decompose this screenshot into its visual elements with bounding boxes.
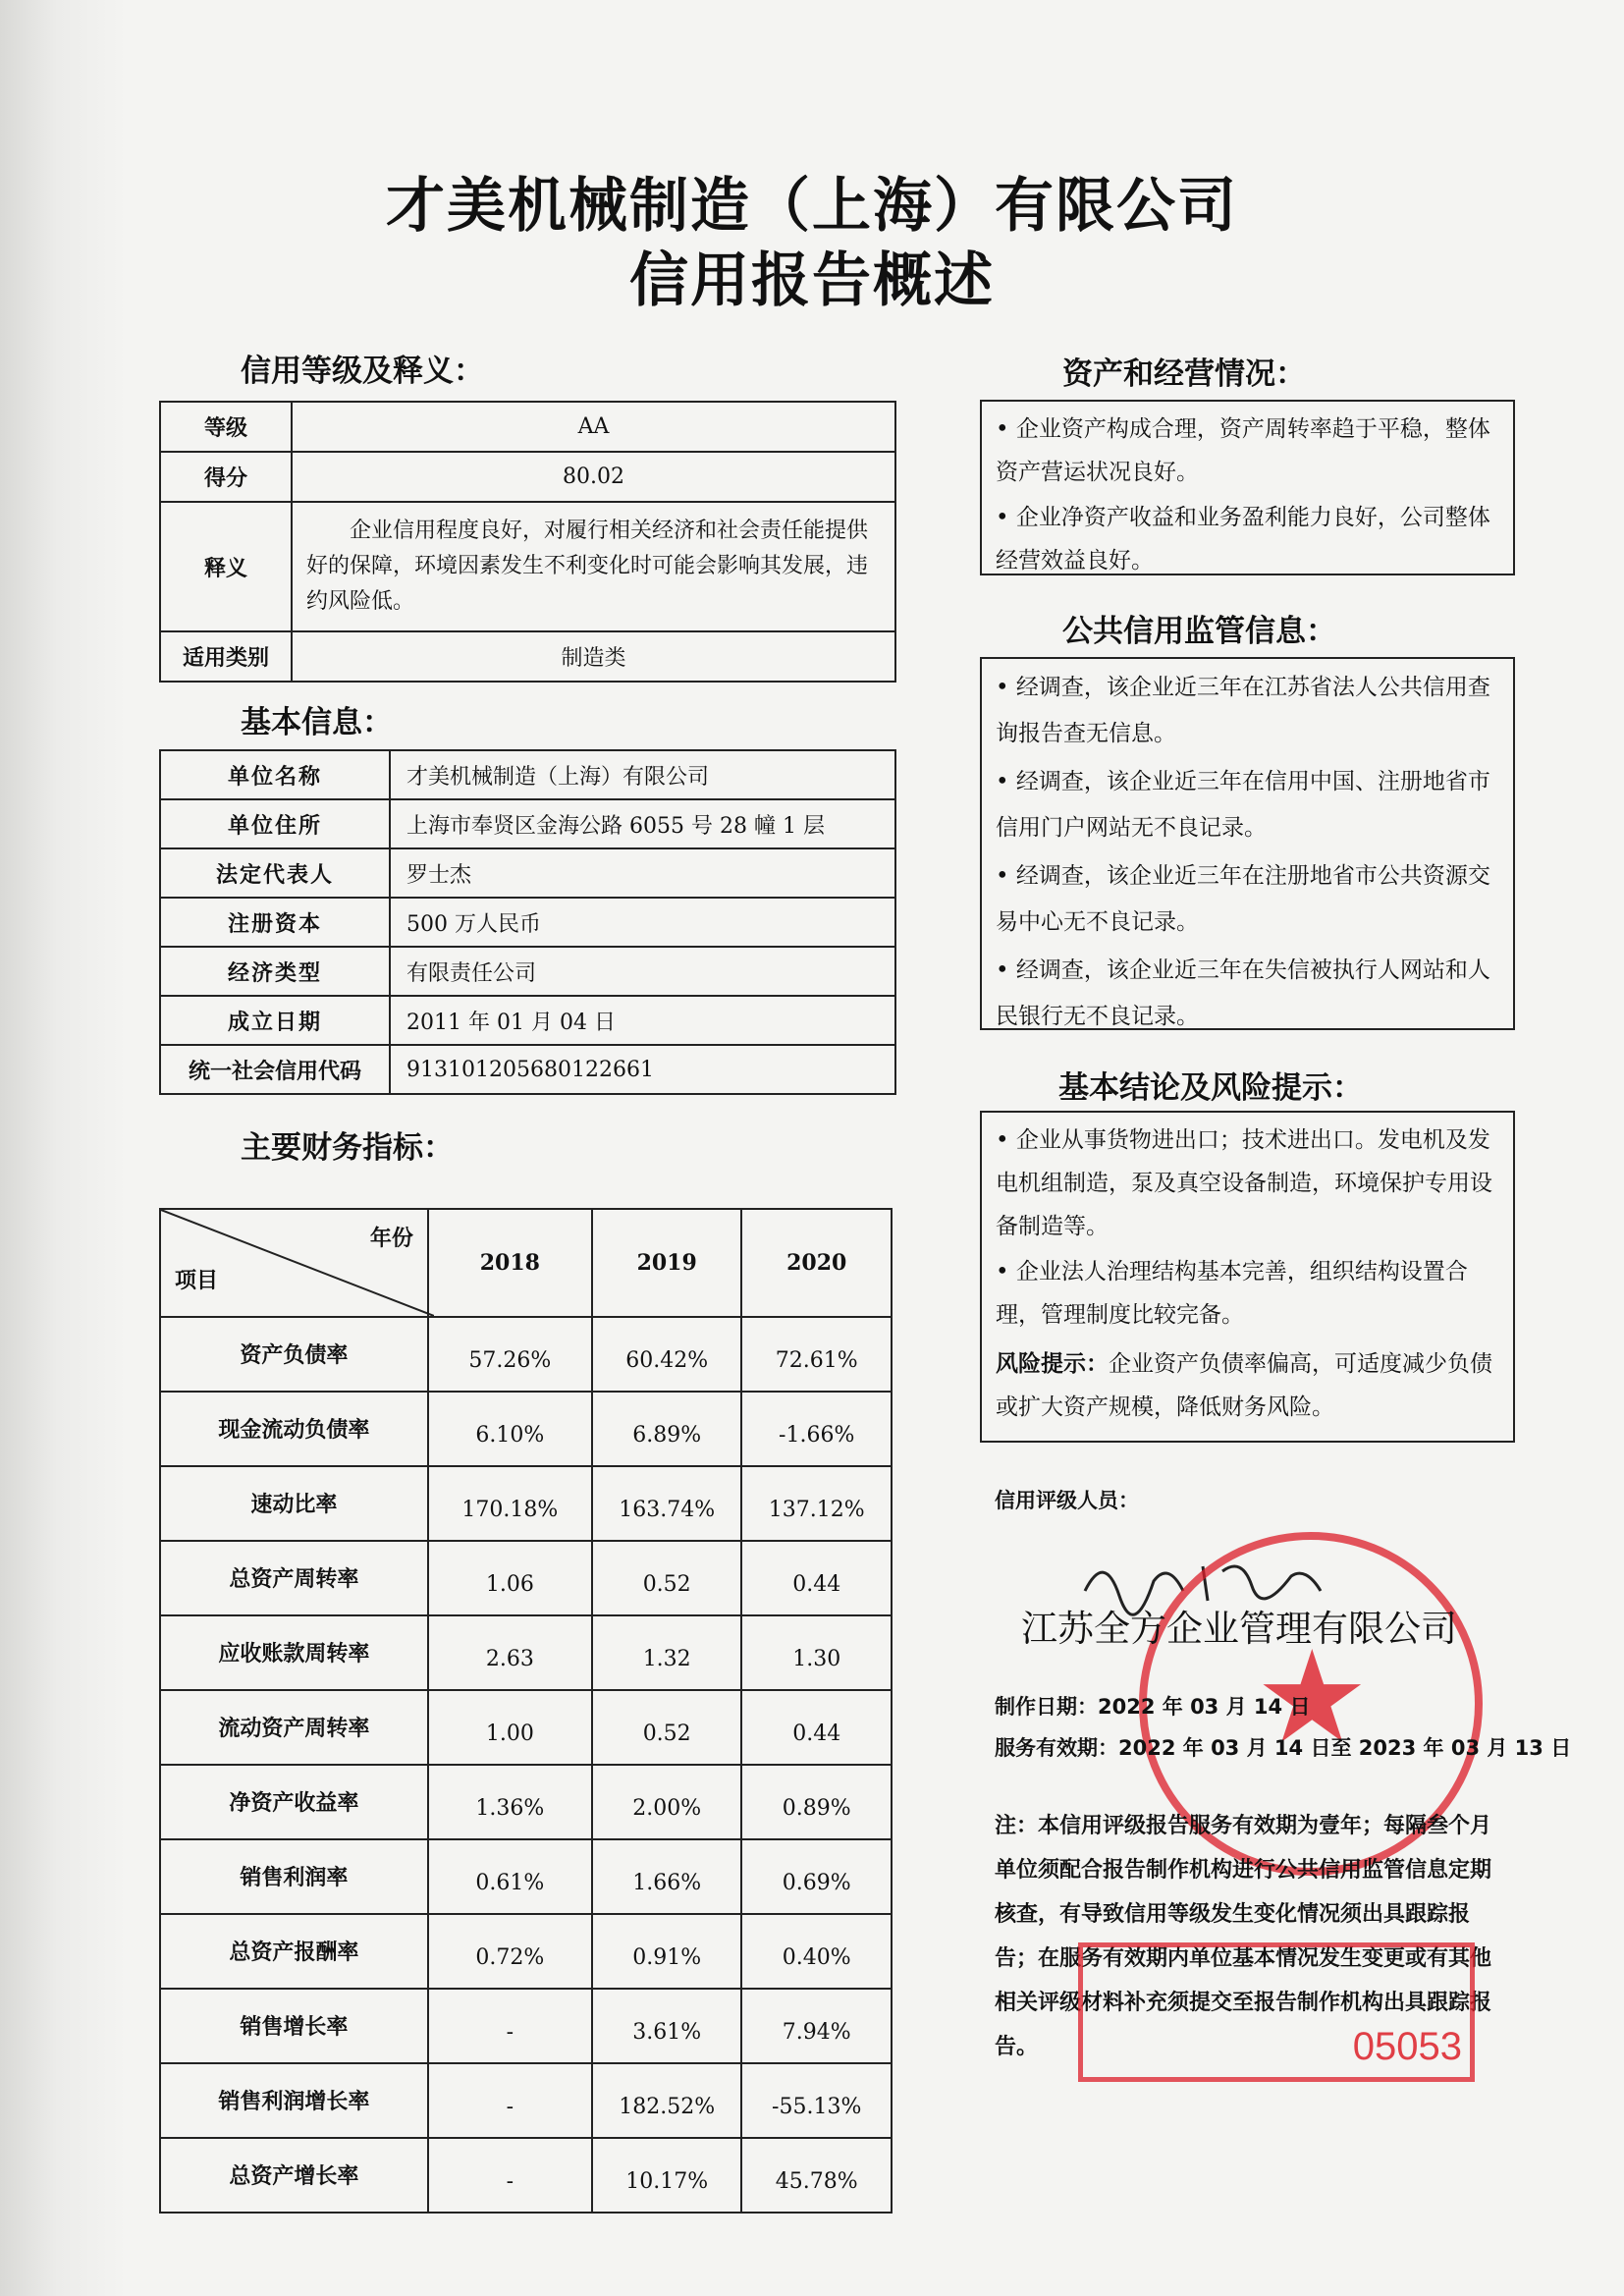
indicator-value: - xyxy=(428,2063,592,2138)
indicator-name: 现金流动负债率 xyxy=(160,1392,428,1466)
indicator-name: 净资产收益率 xyxy=(160,1765,428,1839)
indicator-value: -55.13% xyxy=(741,2063,892,2138)
indicator-name: 总资产报酬率 xyxy=(160,1914,428,1989)
indicator-value: 1.36% xyxy=(428,1765,592,1839)
table-row xyxy=(160,1392,892,1466)
report-rect-stamp xyxy=(1078,1942,1475,2082)
field-value: 2011 年 01 月 04 日 xyxy=(390,996,895,1045)
indicator-value: 2.63 xyxy=(428,1615,592,1690)
indicator-value: 10.17% xyxy=(592,2138,742,2213)
finance-section-title: 主要财务指标： xyxy=(241,1130,454,1166)
indicator-name: 流动资产周转率 xyxy=(160,1690,428,1765)
rater-label: 信用评级人员： xyxy=(995,1489,1139,1512)
assets-item: • 企业资产构成合理，资产周转率趋于平稳，整体资产营运状况良好。 xyxy=(996,416,1490,485)
rating-company-name: 江苏全方企业管理有限公司 xyxy=(1021,1608,1457,1650)
category-label: 适用类别 xyxy=(160,631,292,682)
field-label: 单位住所 xyxy=(160,799,390,848)
public-section-title: 公共信用监管信息： xyxy=(1062,614,1336,649)
conclusion-section-title: 基本结论及风险提示： xyxy=(1058,1070,1363,1106)
indicator-name: 销售增长率 xyxy=(160,1989,428,2063)
field-label: 成立日期 xyxy=(160,996,390,1045)
report-note: 注：本信用评级报告服务有效期为壹年；每隔叁个月单位须配合报告制作机构进行公共信用监管信息定期核查，有导致信用等级发生变化情况须出具跟踪报告；在服务有效期内单位基本情况发生变更或有其他相关评级材料补充须提交至报告制作机构出具跟踪报告。 xyxy=(995,1814,1492,2059)
seal-star-icon: ★ xyxy=(1255,1622,1370,1772)
public-item: • 经调查，该企业近三年在注册地省市公共资源交易中心无不良记录。 xyxy=(996,863,1490,935)
indicator-value: 7.94% xyxy=(741,1989,892,2063)
score-label: 得分 xyxy=(160,452,292,502)
indicator-name: 速动比率 xyxy=(160,1466,428,1541)
field-value: 500 万人民币 xyxy=(390,898,895,947)
indicator-value: 1.06 xyxy=(428,1541,592,1615)
table-row xyxy=(160,1690,892,1765)
indicator-value: 1.00 xyxy=(428,1690,592,1765)
table-row xyxy=(160,799,895,848)
indicator-value: 45.78% xyxy=(741,2138,892,2213)
table-row xyxy=(160,1045,895,1094)
grade-label: 等级 xyxy=(160,402,292,452)
table-row xyxy=(160,750,895,799)
table-row xyxy=(160,2063,892,2138)
indicator-value: 0.44 xyxy=(741,1690,892,1765)
stamp-number: 05053 xyxy=(1352,2025,1462,2068)
indicator-value: 0.61% xyxy=(428,1839,592,1914)
credit-table xyxy=(159,401,896,683)
indicator-value: 1.30 xyxy=(741,1615,892,1690)
indicator-value: 182.52% xyxy=(592,2063,742,2138)
valid-period: 服务有效期：2022 年 03 月 14 日至 2023 年 03 月 13 日 xyxy=(995,1736,1572,1760)
basic-info-table xyxy=(159,749,896,1095)
table-row xyxy=(160,898,895,947)
field-label: 统一社会信用代码 xyxy=(160,1045,390,1094)
field-value: 上海市奉贤区金海公路 6055 号 28 幢 1 层 xyxy=(390,799,895,848)
indicator-name: 总资产增长率 xyxy=(160,2138,428,2213)
indicator-value: 0.89% xyxy=(741,1765,892,1839)
field-label: 单位名称 xyxy=(160,750,390,799)
field-value: 才美机械制造（上海）有限公司 xyxy=(390,750,895,799)
indicator-name: 应收账款周转率 xyxy=(160,1615,428,1690)
field-label: 注册资本 xyxy=(160,898,390,947)
table-row xyxy=(160,1615,892,1690)
indicator-value: 0.72% xyxy=(428,1914,592,1989)
corner-cell xyxy=(160,1209,428,1317)
indicator-value: - xyxy=(428,1989,592,2063)
corner-year-label: 年份 xyxy=(369,1227,413,1251)
credit-section-title: 信用等级及释义： xyxy=(241,354,484,389)
score-value: 80.02 xyxy=(292,452,895,502)
indicator-value: 0.69% xyxy=(741,1839,892,1914)
indicator-value: -1.66% xyxy=(741,1392,892,1466)
indicator-value: 2.00% xyxy=(592,1765,742,1839)
conclusion-item: • 企业法人治理结构基本完善，组织结构设置合理，管理制度比较完备。 xyxy=(996,1259,1468,1328)
table-row xyxy=(160,2138,892,2213)
report-title: 信用报告概述 xyxy=(629,246,995,315)
table-row xyxy=(160,1466,892,1541)
grade-value: AA xyxy=(292,402,895,452)
indicator-name: 销售利润率 xyxy=(160,1839,428,1914)
public-item: • 经调查，该企业近三年在信用中国、注册地省市信用门户网站无不良记录。 xyxy=(996,769,1490,841)
assets-box xyxy=(980,400,1515,575)
indicator-value: 1.32 xyxy=(592,1615,742,1690)
indicator-value: 0.40% xyxy=(741,1914,892,1989)
indicator-value: 0.52 xyxy=(592,1541,742,1615)
table-row xyxy=(160,1839,892,1914)
category-value: 制造类 xyxy=(292,631,895,682)
indicator-value: 6.10% xyxy=(428,1392,592,1466)
conclusion-box xyxy=(980,1111,1515,1443)
indicator-value: 6.89% xyxy=(592,1392,742,1466)
field-value: 913101205680122661 xyxy=(390,1045,895,1094)
meaning-value: 企业信用程度良好，对履行相关经济和社会责任能提供好的保障，环境因素发生不利变化时可能会影响其发展，违约风险低。 xyxy=(292,502,895,631)
indicator-value: - xyxy=(428,2138,592,2213)
year-header: 2018 xyxy=(428,1209,592,1317)
year-header: 2020 xyxy=(741,1209,892,1317)
indicator-value: 163.74% xyxy=(592,1466,742,1541)
indicator-value: 57.26% xyxy=(428,1317,592,1392)
public-item: • 经调查，该企业近三年在失信被执行人网站和人民银行无不良记录。 xyxy=(996,957,1490,1029)
indicator-name: 销售利润增长率 xyxy=(160,2063,428,2138)
table-row xyxy=(160,631,895,682)
table-row xyxy=(160,1914,892,1989)
conclusion-item: • 企业从事货物进出口；技术进出口。发电机及发电机组制造，泵及真空设备制造，环境保护专用设备制造等。 xyxy=(996,1127,1492,1239)
table-row xyxy=(160,402,895,452)
indicator-value: 3.61% xyxy=(592,1989,742,2063)
basic-section-title: 基本信息： xyxy=(241,705,393,740)
risk-line xyxy=(996,1342,1499,1429)
indicator-value: 0.52 xyxy=(592,1690,742,1765)
year-header: 2019 xyxy=(592,1209,742,1317)
table-row xyxy=(160,1989,892,2063)
risk-text: 企业资产负债率偏高，可适度减少负债或扩大资产规模，降低财务风险。 xyxy=(996,1351,1492,1420)
public-item: • 经调查，该企业近三年在江苏省法人公共信用查询报告查无信息。 xyxy=(996,675,1490,746)
assets-section-title: 资产和经营情况： xyxy=(1062,356,1306,392)
table-row xyxy=(160,502,895,631)
indicator-value: 137.12% xyxy=(741,1466,892,1541)
company-title: 才美机械制造（上海）有限公司 xyxy=(386,172,1238,241)
indicator-value: 0.91% xyxy=(592,1914,742,1989)
corner-item-label: 项目 xyxy=(175,1269,219,1293)
meaning-label: 释义 xyxy=(160,502,292,631)
table-row xyxy=(160,452,895,502)
table-row xyxy=(160,947,895,996)
assets-item: • 企业净资产收益和业务盈利能力良好，公司整体经营效益良好。 xyxy=(996,505,1490,574)
table-row xyxy=(160,1317,892,1392)
indicator-value: 72.61% xyxy=(741,1317,892,1392)
table-header-row xyxy=(160,1209,892,1317)
indicator-value: 60.42% xyxy=(592,1317,742,1392)
field-value: 有限责任公司 xyxy=(390,947,895,996)
indicator-name: 总资产周转率 xyxy=(160,1541,428,1615)
table-row xyxy=(160,1765,892,1839)
page-fold-shadow xyxy=(0,0,128,2296)
public-box xyxy=(980,657,1515,1030)
risk-label: 风险提示： xyxy=(996,1351,1109,1377)
table-row xyxy=(160,996,895,1045)
table-row xyxy=(160,848,895,898)
made-date: 制作日期：2022 年 03 月 14 日 xyxy=(995,1695,1311,1719)
finance-table xyxy=(159,1208,893,2214)
indicator-value: 170.18% xyxy=(428,1466,592,1541)
field-label: 经济类型 xyxy=(160,947,390,996)
indicator-value: 0.44 xyxy=(741,1541,892,1615)
indicator-name: 资产负债率 xyxy=(160,1317,428,1392)
field-value: 罗士杰 xyxy=(390,848,895,898)
indicator-value: 1.66% xyxy=(592,1839,742,1914)
field-label: 法定代表人 xyxy=(160,848,390,898)
table-row xyxy=(160,1541,892,1615)
